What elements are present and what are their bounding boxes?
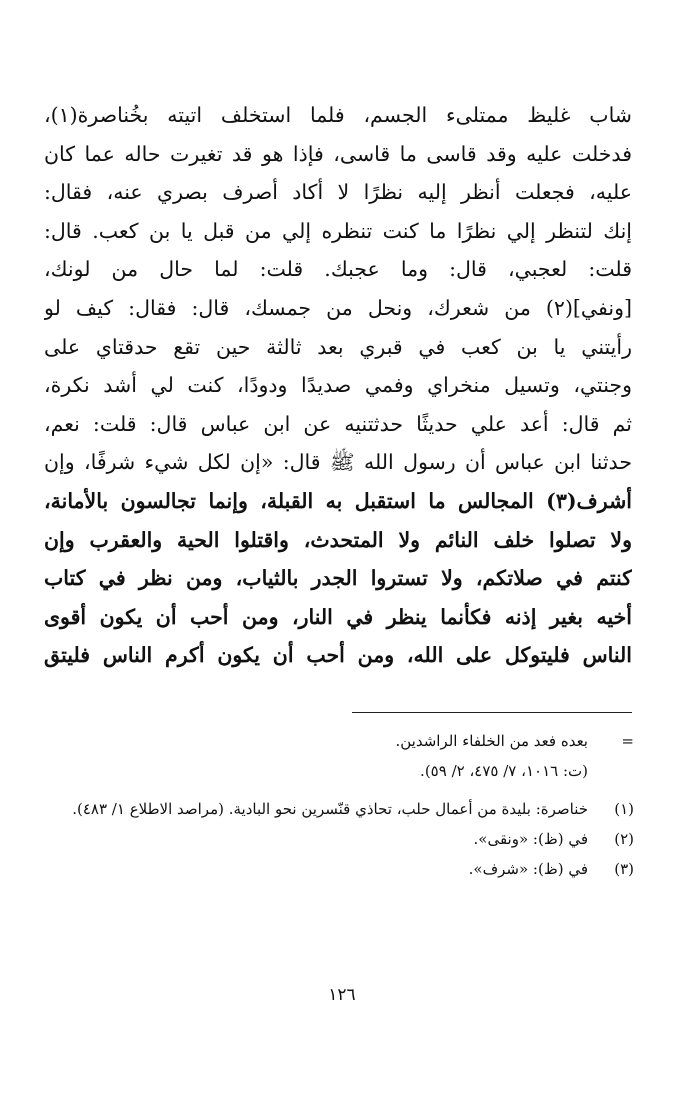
footnotes	[44, 726, 634, 884]
footnote-text: بعده فعد من الخلفاء الراشدين.	[395, 732, 588, 750]
footnote-1	[44, 794, 634, 824]
footnote-separator	[352, 712, 632, 713]
text-line: حدثنا ابن عباس أن رسول الله ﷺ قال: «إن لكل شيء شرفًا، وإن	[44, 450, 632, 475]
text-line: فدخلت عليه وقد قاسى ما قاسى، فإذا هو قد تغيرت حاله عما كان	[44, 141, 632, 166]
main-text	[44, 96, 632, 675]
hadith-line: ولا تصلوا خلف النائم ولا المتحدث، واقتلوا الحية والعقرب وإن	[44, 527, 632, 552]
hadith-line: أشرف(٣) المجالس ما استقبل به القبلة، وإنما تجالسون بالأمانة،	[44, 488, 632, 513]
hadith-line: كنتم في صلاتكم، ولا تستروا الجدر بالثياب، ومن نظر في كتاب	[44, 566, 632, 591]
footnote-continuation	[44, 726, 634, 786]
text-line: إنك لتنظر إلي نظرًا ما كنت تنظره إلي من قبل يا بن كعب. قال:	[44, 218, 632, 243]
footnote-3	[44, 854, 634, 884]
footnote-marker: (٣)	[614, 860, 634, 878]
hadith-line: أخيه بغير إذنه فكأنما ينظر في النار، ومن أحب أن يكون أقوى	[44, 604, 632, 629]
text-line: [ونفي](٢) من شعرك، ونحل من جمسك، قال: فقال: كيف لو	[44, 295, 632, 320]
text-line: شاب غليظ ممتلىء الجسم، فلما استخلف اتيته بخُناصرة(١)،	[44, 103, 632, 127]
footnote-text: في (ظ): «شرف».	[468, 860, 588, 878]
footnote-text: (ت: ١٠١٦، ٧/ ٤٧٥، ٢/ ٥٩).	[420, 762, 588, 780]
footnote-text: في (ظ): «ونقى».	[473, 830, 588, 848]
hadith-line: الناس فليتوكل على الله، ومن أحب أن يكون أكرم الناس فليتق	[44, 643, 632, 668]
footnote-marker: =	[621, 732, 634, 750]
footnote-marker: (٢)	[614, 830, 634, 848]
text-line: قلت: لعجبي، قال: وما عجبك. قلت: لما حال من لونك،	[44, 257, 632, 282]
footnote-2	[44, 824, 634, 854]
page-number: ١٢٦	[328, 985, 356, 1005]
footnote-text: خناصرة: بليدة من أعمال حلب، تحاذي قنّسرين نحو البادية. (مراصد الاطلاع ١/ ٤٨٣).	[72, 800, 588, 818]
footnote-marker: (١)	[614, 800, 634, 818]
text-line: وجنتي، وتسيل منخراي وفمي صديدًا ودودًا، كنت لي أشد نكرة،	[44, 373, 632, 398]
text-line: عليه، فجعلت أنظر إليه نظرًا لا أكاد أصرف بصري عنه، فقال:	[44, 180, 632, 205]
text-line: رأيتني يا بن كعب في قبري بعد ثالثة حين تقع حدقتاي على	[44, 334, 632, 359]
text-line: ثم قال: أعد علي حديثًا حدثتنيه عن ابن عباس قال: قلت: نعم،	[44, 411, 632, 436]
